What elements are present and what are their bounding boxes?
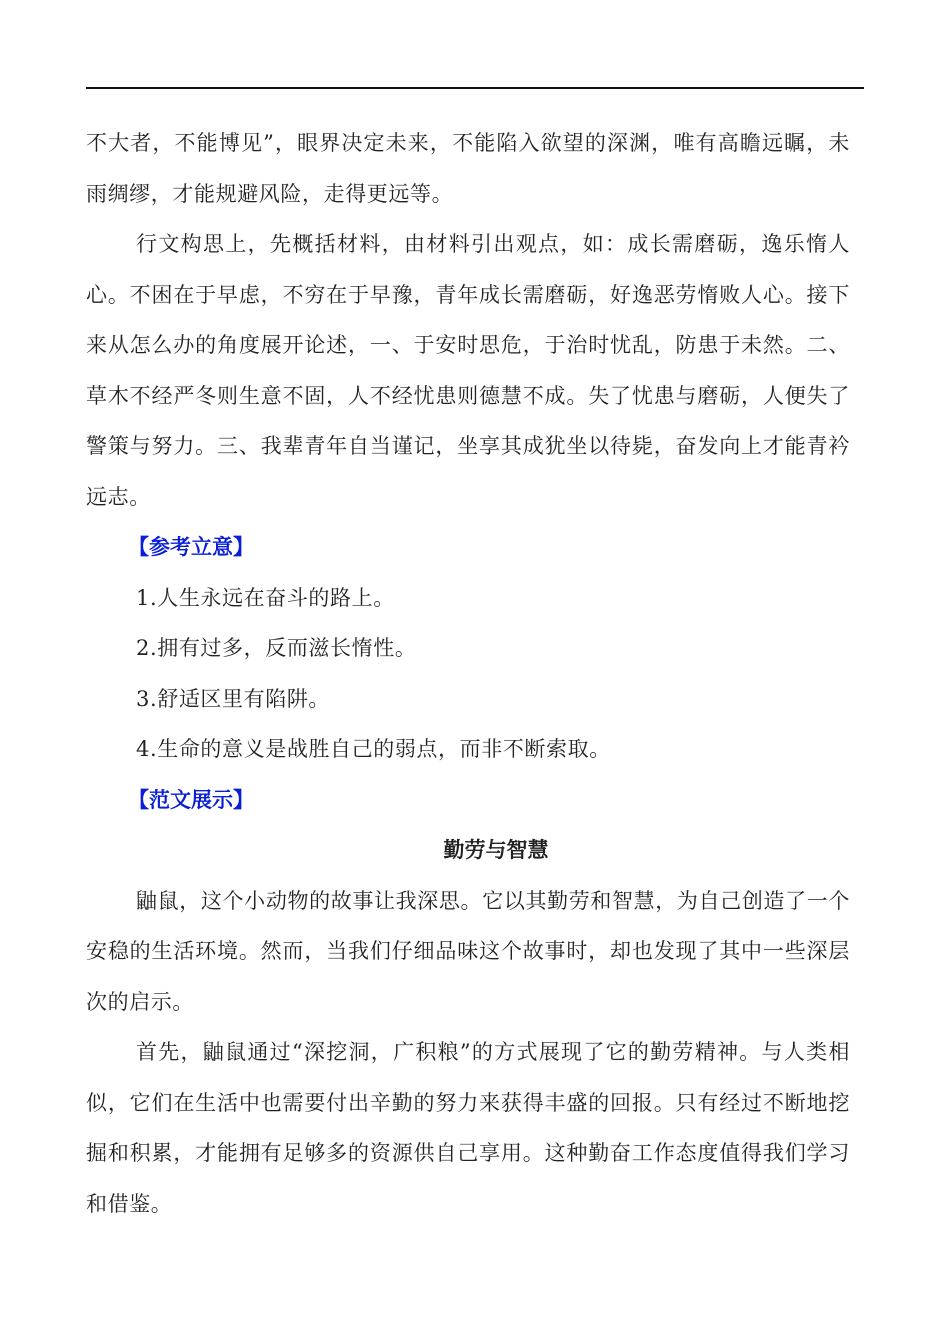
reference-ideas-section	[86, 522, 850, 775]
sample-essay-section	[86, 775, 850, 1230]
essay-title: 勤劳与智慧	[443, 838, 549, 862]
page-header-rule	[86, 87, 864, 89]
reference-ideas-heading: 【参考立意】	[128, 535, 254, 559]
reference-idea-item: 1.人生永远在奋斗的路上。	[136, 585, 395, 610]
sample-essay-heading: 【范文展示】	[128, 787, 254, 812]
reference-idea-item: 4.生命的意义是战胜自己的弱点，而非不断索取。	[136, 737, 611, 761]
essay-paragraph: 鼬鼠，这个小动物的故事让我深思。它以其勤劳和智慧，为自己创造了一个安稳的生活环境。然而，当我们仔细品味这个故事时，却也发现了其中一些深层次的启示。	[86, 888, 850, 1014]
reference-idea-item: 2.拥有过多，反而滋长惰性。	[136, 636, 417, 660]
essay-paragraph: 首先，鼬鼠通过“深挖洞，广积粮”的方式展现了它的勤劳精神。与人类相似，它们在生活中也需要付出辛勤的努力来获得丰盛的回报。只有经过不断地挖掘和积累，才能拥有足够多的资源供自己享用。这种勤奋工作态度值得我们学习和借鉴。	[86, 1040, 850, 1216]
intro-paragraph: 不大者，不能博见”，眼界决定未来，不能陷入欲望的深渊，唯有高瞻远瞩，未雨绸缪，才能规避风险，走得更远等。	[86, 131, 850, 206]
document-body	[86, 118, 850, 1229]
reference-idea-item: 3.舒适区里有陷阱。	[136, 686, 331, 711]
structure-paragraph: 行文构思上，先概括材料，由材料引出观点，如：成长需磨砺，逸乐惰人心。不困在于早虑，不穷在于早豫，青年成长需磨砺，好逸恶劳惰败人心。接下来从怎么办的角度展开论述，一、于安时思危，于治时忧乱，防患于未然。二、草木不经严冬则生意不固，人不经忧患则德慧不成。失了忧患与磨砺，人便失了警策与努力。三、我辈青年自当谨记，坐享其成犹坐以待毙，奋发向上才能青衿远志。	[86, 232, 850, 509]
